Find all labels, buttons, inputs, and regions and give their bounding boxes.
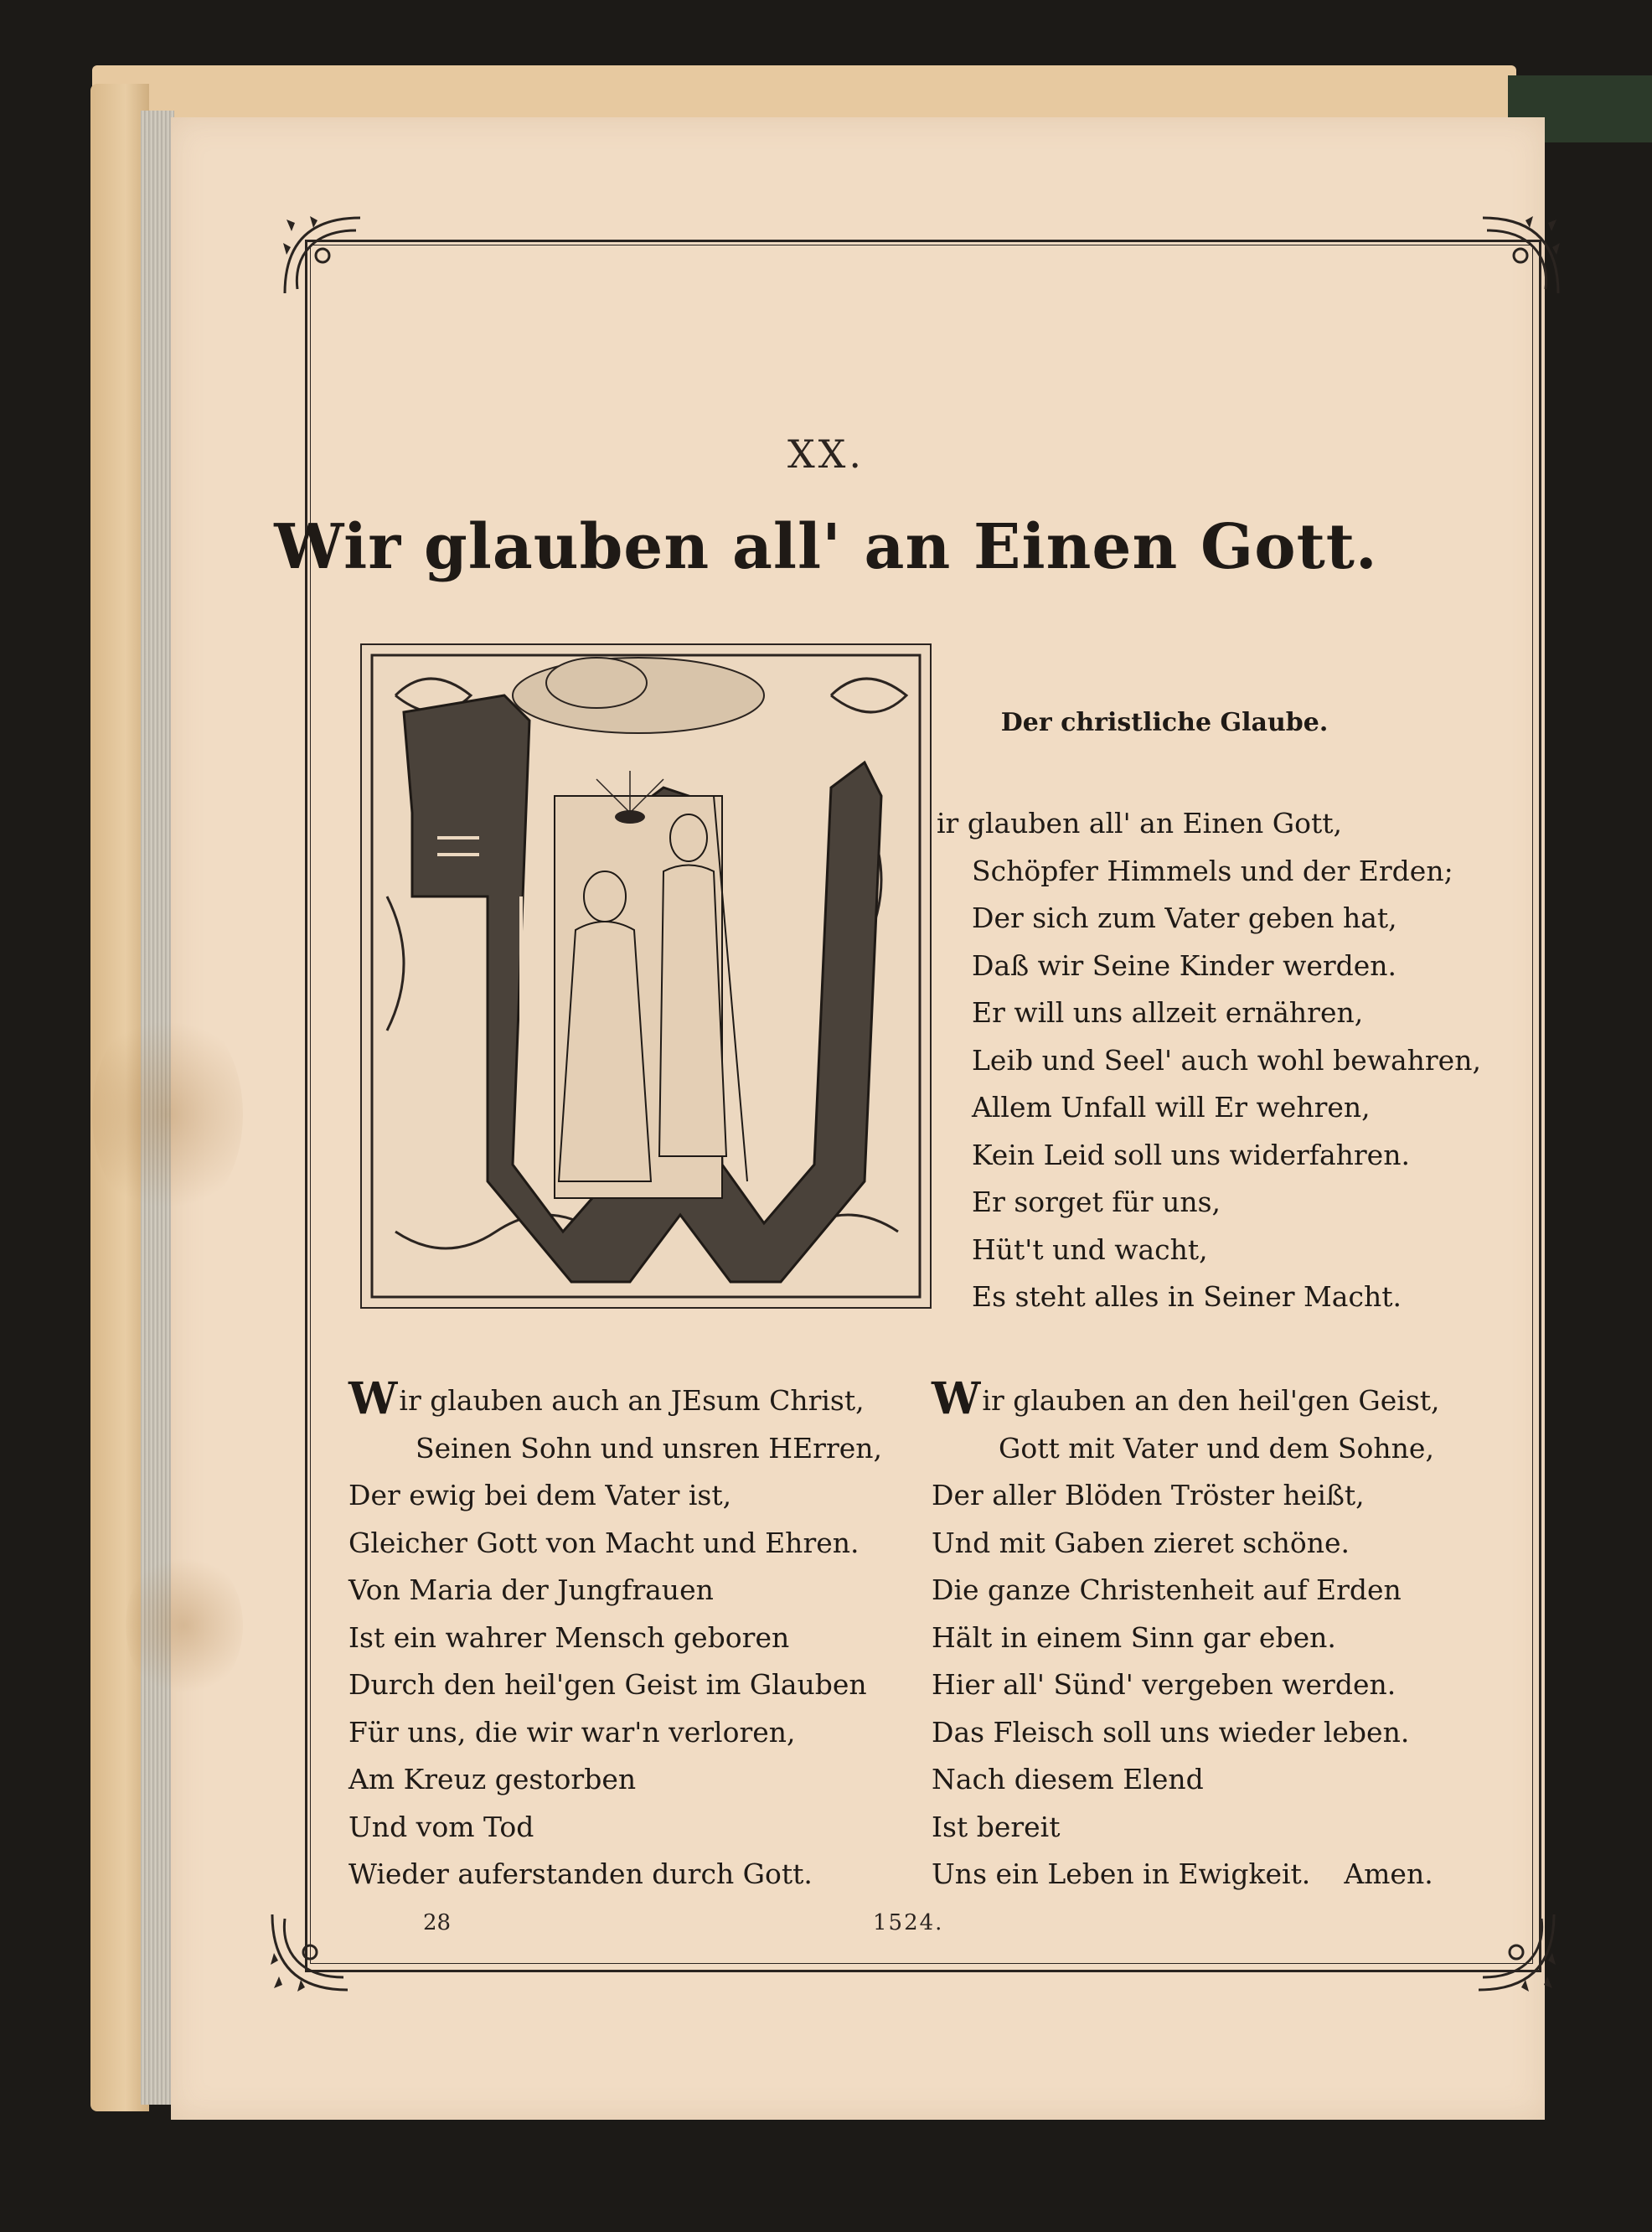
verse-line: Gleicher Gott von Macht und Ehren. — [348, 1526, 860, 1559]
verse-1 — [937, 800, 1481, 1321]
verse-line: Kein Leid soll uns widerfahren. — [972, 1138, 1410, 1171]
ornament-top-right-icon — [1474, 209, 1567, 302]
verse-line: Schöpfer Himmels und der Erden; — [972, 854, 1453, 887]
ornament-bottom-left-icon — [264, 1906, 356, 1998]
verse-line: ir glauben all' an Einen Gott, — [937, 807, 1342, 840]
verse-line: Seinen Sohn und unsren HErren, — [416, 1431, 882, 1465]
verse-line: Durch den heil'gen Geist im Glauben — [348, 1668, 867, 1701]
ornament-bottom-right-icon — [1470, 1906, 1562, 1998]
verse-line — [932, 1373, 1440, 1425]
water-stain — [126, 1550, 243, 1701]
verse-line: Es steht alles in Seiner Macht. — [972, 1280, 1402, 1313]
drop-cap: W — [932, 1373, 981, 1424]
verse-line-text: ir glauben auch an JEsum Christ, — [399, 1384, 865, 1417]
verse-2 — [348, 1373, 882, 1899]
verse-line: Hält in einem Sinn gar eben. — [932, 1620, 1336, 1654]
verse-line — [348, 1373, 882, 1425]
verse-line: Daß wir Seine Kinder werden. — [972, 948, 1397, 982]
hymn-subtitle: Der christliche Glaube. — [1000, 708, 1329, 737]
hymn-number: XX. — [787, 431, 865, 477]
verse-line: Nach diesem Elend — [932, 1763, 1204, 1795]
verse-line: Und vom Tod — [348, 1810, 534, 1843]
verse-line: Der aller Blöden Tröster heißt, — [932, 1479, 1365, 1511]
verse-line: Die ganze Christenheit auf Erden — [932, 1573, 1402, 1606]
verse-line: Und mit Gaben zieret schöne. — [932, 1526, 1350, 1559]
verse-line: Das Fleisch soll uns wieder leben. — [932, 1715, 1410, 1749]
verse-line: Er sorget für uns, — [972, 1186, 1221, 1218]
verse-line: Er will uns allzeit ernähren, — [972, 996, 1364, 1029]
verse-line: Von Maria der Jungfrauen — [348, 1573, 714, 1606]
verse-line: Hüt't und wacht, — [972, 1232, 1208, 1266]
drop-cap: W — [348, 1373, 398, 1424]
hymn-title: Wir glauben all' an Einen Gott. — [274, 511, 1378, 583]
water-stain — [92, 1005, 243, 1223]
verse-3 — [932, 1373, 1440, 1899]
ornament-top-left-icon — [276, 209, 369, 302]
verse-line-text: Uns ein Leben in Ewigkeit. — [932, 1857, 1311, 1890]
verse-line: Am Kreuz gestorben — [348, 1763, 637, 1795]
illuminated-initial-w-icon — [360, 643, 932, 1309]
verse-line — [932, 1851, 1440, 1899]
hymn-year: 1524. — [873, 1910, 944, 1935]
verse-line: Wieder auferstanden durch Gott. — [348, 1857, 813, 1890]
verse-line: Ist bereit — [932, 1810, 1061, 1843]
verse-line: Der sich zum Vater geben hat, — [972, 902, 1397, 934]
verse-line: Gott mit Vater und dem Sohne, — [999, 1431, 1434, 1465]
amen: Amen. — [1344, 1857, 1433, 1890]
verse-line: Allem Unfall will Er wehren, — [972, 1091, 1371, 1124]
verse-line: Für uns, die wir war'n verloren, — [348, 1715, 796, 1749]
verse-line-text: ir glauben an den heil'gen Geist, — [982, 1384, 1440, 1417]
verse-line: Leib und Seel' auch wohl bewahren, — [972, 1043, 1481, 1077]
page-number: 28 — [423, 1910, 452, 1935]
verse-line: Hier all' Sünd' vergeben werden. — [932, 1668, 1396, 1701]
verse-line: Der ewig bei dem Vater ist, — [348, 1479, 732, 1511]
verse-line: Ist ein wahrer Mensch geboren — [348, 1620, 790, 1654]
